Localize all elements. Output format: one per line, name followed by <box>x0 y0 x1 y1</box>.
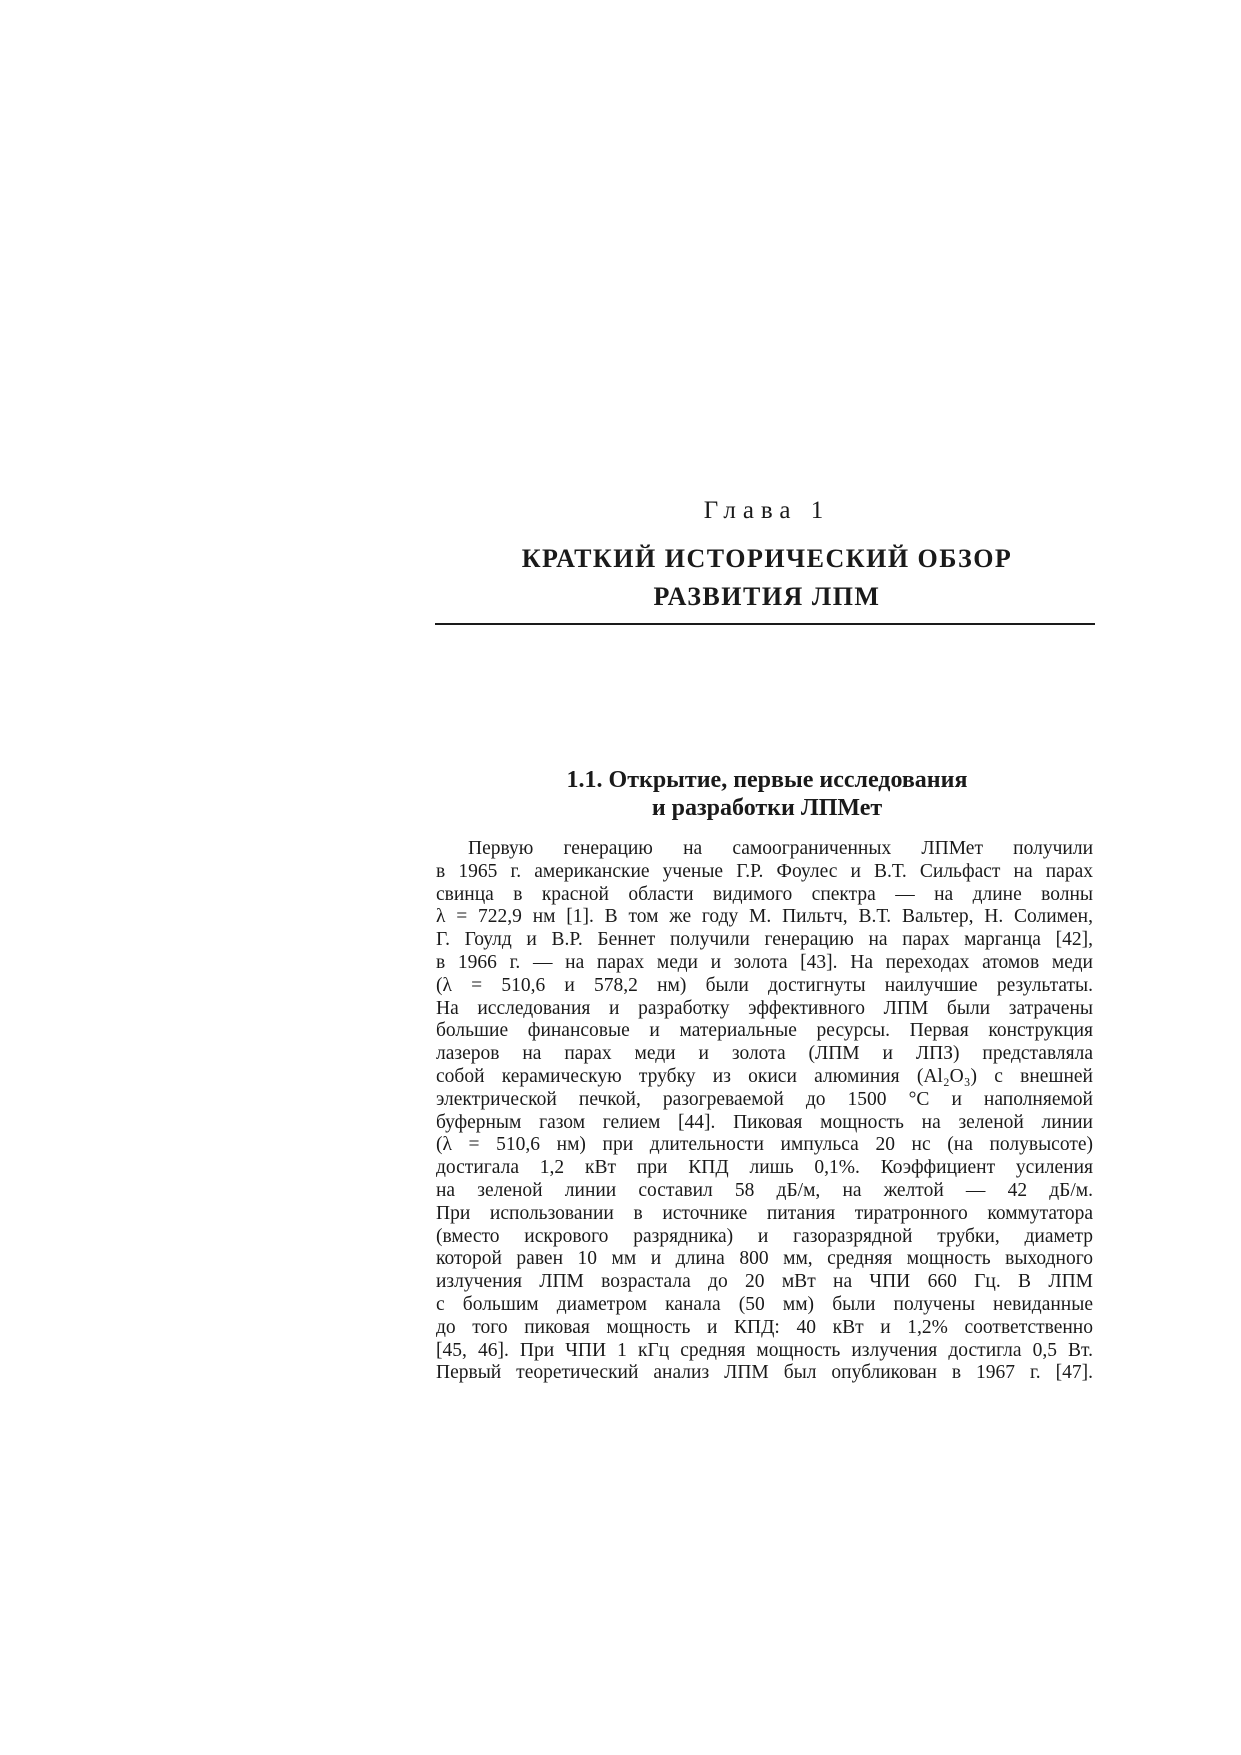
paragraph-line: в 1965 г. американские ученые Г.Р. Фоулес и В.Т. Сильфаст на парах <box>436 860 1093 882</box>
paragraph-line: (λ = 510,6 и 578,2 нм) были достигнуты наилучшие результаты. <box>436 974 1093 996</box>
paragraph-line: буферным газом гелием [44]. Пиковая мощность на зеленой линии <box>436 1111 1093 1133</box>
paragraph-line: на зеленой линии составил 58 дБ/м, на желтой — 42 дБ/м. <box>436 1179 1093 1201</box>
paragraph-line: электрической печкой, разогреваемой до 1500 °C и наполняемой <box>436 1088 1093 1110</box>
section-title-line-1: 1.1. Открытие, первые исследования <box>566 767 968 793</box>
paragraph-line: с большим диаметром канала (50 мм) были получены невиданные <box>436 1293 1093 1315</box>
chapter-title-line-2: РАЗВИТИЯ ЛПМ <box>653 582 881 611</box>
body-paragraph <box>436 838 1093 1385</box>
paragraph-line: до того пиковая мощность и КПД: 40 кВт и 1,2% соответственно <box>436 1316 1093 1338</box>
paragraph-line: λ = 722,9 нм [1]. В том же году М. Пильтч, В.Т. Вальтер, Н. Солимен, <box>436 906 1093 928</box>
paragraph-line: свинца в красной области видимого спектра — на длине волны <box>436 883 1093 905</box>
paragraph-line: большие финансовые и материальные ресурсы. Первая конструкция <box>436 1020 1093 1042</box>
paragraph-line: которой равен 10 мм и длина 800 мм, средняя мощность выходного <box>436 1248 1093 1270</box>
paragraph-line: собой керамическую трубку из окиси алюминия (Al₂O₃) с внешней <box>436 1065 1093 1087</box>
paragraph-line: лазеров на парах меди и золота (ЛПМ и ЛПЗ) представляла <box>436 1043 1093 1065</box>
paragraph-line: При использовании в источнике питания тиратронного коммутатора <box>436 1202 1093 1224</box>
chapter-title-line-1: КРАТКИЙ ИСТОРИЧЕСКИЙ ОБЗОР <box>521 544 1013 573</box>
paragraph-line: Первый теоретический анализ ЛПМ был опубликован в 1967 г. [47]. <box>436 1362 1093 1384</box>
paragraph-line: (вместо искрового разрядника) и газоразрядной трубки, диаметр <box>436 1225 1093 1247</box>
paragraph-line: Г. Гоулд и В.Р. Беннет получили генерацию на парах марганца [42], <box>436 929 1093 951</box>
paragraph-line: [45, 46]. При ЧПИ 1 кГц средняя мощность излучения достигла 0,5 Вт. <box>436 1339 1093 1361</box>
paragraph-line: (λ = 510,6 нм) при длительности импульса 20 нс (на полувысоте) <box>436 1134 1093 1156</box>
paragraph-line: в 1966 г. — на парах меди и золота [43]. На переходах атомов меди <box>436 951 1093 973</box>
section-title-line-2: и разработки ЛПМет <box>651 795 883 821</box>
chapter-label: Глава 1 <box>703 497 831 524</box>
paragraph-line: излучения ЛПМ возрастала до 20 мВт на ЧПИ 660 Гц. В ЛПМ <box>436 1271 1093 1293</box>
section-title <box>437 766 1097 822</box>
paragraph-line: достигала 1,2 кВт при КПД лишь 0,1%. Коэффициент усиления <box>436 1157 1093 1179</box>
paragraph-line: На исследования и разработку эффективного ЛПМ были затрачены <box>436 997 1093 1019</box>
chapter-title <box>437 540 1097 616</box>
chapter-divider <box>435 623 1095 625</box>
paragraph-line: Первую генерацию на самоограниченных ЛПМет получили <box>468 838 1093 859</box>
